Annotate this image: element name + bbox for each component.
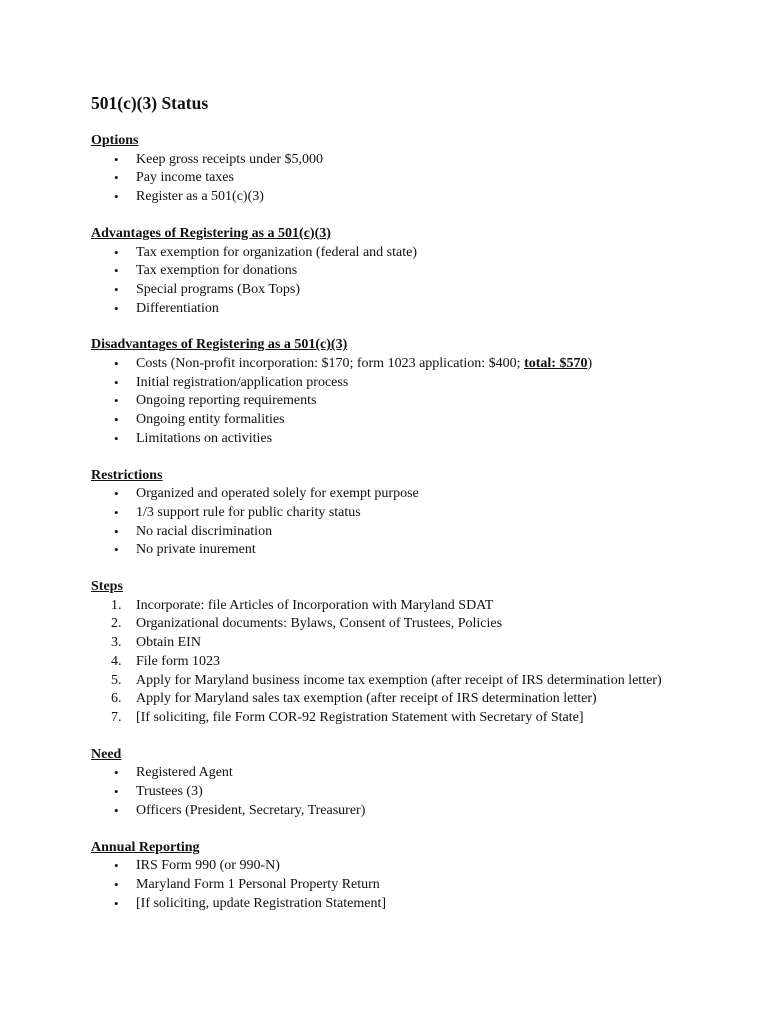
list-item: [91, 169, 711, 188]
section-heading-disadvantages: Disadvantages of Registering as a 501(c)(3): [91, 337, 348, 353]
list-item-text: Maryland Form 1 Personal Property Return: [136, 876, 380, 892]
list-item: [91, 857, 711, 876]
section-heading-advantages: Advantages of Registering as a 501(c)(3): [91, 225, 331, 241]
bullet-icon: •: [114, 412, 119, 428]
bullet-icon: •: [114, 356, 119, 372]
bullet-icon: •: [114, 374, 119, 390]
list-item-text: Officers (President, Secretary, Treasurer): [136, 802, 366, 818]
bullet-icon: •: [114, 189, 119, 205]
list-item-text: Apply for Maryland business income tax exemption (after receipt of IRS determination letter): [136, 672, 662, 688]
list-item-text: Organized and operated solely for exempt purpose: [136, 486, 419, 502]
list-item-text: Organizational documents: Bylaws, Consent of Trustees, Policies: [136, 616, 503, 632]
list-item: [91, 764, 711, 783]
bullet-icon: •: [114, 170, 119, 186]
options-list: [91, 151, 711, 207]
costs-text: Costs (Non-profit incorporation: $170; form 1023 application: $400;: [136, 356, 525, 372]
section-need: [91, 746, 711, 821]
list-item-text: Trustees (3): [136, 784, 203, 800]
section-heading-annual-reporting: Annual Reporting: [91, 839, 200, 855]
costs-total: total: $570: [524, 356, 588, 372]
list-item: [91, 244, 711, 263]
list-item-text: Initial registration/application process: [136, 374, 349, 390]
bullet-icon: •: [114, 263, 119, 279]
list-item: [91, 392, 711, 411]
list-item: [91, 411, 711, 430]
list-item: [91, 783, 711, 802]
section-heading-need: Need: [91, 746, 122, 762]
section-annual-reporting: [91, 839, 711, 914]
bullet-icon: •: [114, 244, 119, 260]
bullet-icon: •: [114, 542, 119, 558]
list-item-text: Ongoing entity formalities: [136, 412, 285, 428]
list-item-text: IRS Form 990 (or 990-N): [136, 858, 280, 874]
list-item-text: Register as a 501(c)(3): [136, 189, 264, 205]
list-item: [91, 802, 711, 821]
section-heading-steps: Steps: [91, 579, 123, 595]
list-item-text: Obtain EIN: [136, 635, 201, 651]
section-heading-restrictions: Restrictions: [91, 467, 163, 483]
list-item-text: Incorporate: file Articles of Incorporation with Maryland SDAT: [136, 597, 494, 613]
step-number: 5.: [111, 672, 122, 688]
list-item-text: Differentiation: [136, 300, 219, 316]
bullet-icon: •: [114, 486, 119, 502]
advantages-list: [91, 244, 711, 319]
list-item: [91, 634, 711, 653]
list-item-text: File form 1023: [136, 653, 220, 669]
list-item: [91, 895, 711, 914]
list-item-text: Limitations on activities: [136, 430, 273, 446]
section-disadvantages: [91, 336, 711, 448]
document-title: 501(c)(3) Status: [91, 93, 209, 113]
step-number: 4.: [111, 653, 122, 669]
list-item-text: 1/3 support rule for public charity status: [136, 504, 361, 520]
section-options: [91, 132, 711, 207]
list-item: [91, 188, 711, 207]
step-number: 7.: [111, 709, 122, 725]
restrictions-list: [91, 485, 711, 560]
bullet-icon: •: [114, 523, 119, 539]
list-item: [91, 690, 711, 709]
list-item: [91, 672, 711, 691]
step-number: 1.: [111, 597, 122, 613]
list-item: [91, 653, 711, 672]
list-item: [91, 281, 711, 300]
list-item: [91, 541, 711, 560]
list-item: [91, 876, 711, 895]
bullet-icon: •: [114, 151, 119, 167]
list-item: [91, 504, 711, 523]
bullet-icon: •: [114, 430, 119, 446]
list-item-text: Registered Agent: [136, 765, 233, 781]
bullet-icon: •: [114, 281, 119, 297]
bullet-icon: •: [114, 895, 119, 911]
costs-suffix: ): [587, 356, 593, 372]
list-item-text: Keep gross receipts under $5,000: [136, 151, 324, 167]
list-item: [91, 430, 711, 449]
list-item: [91, 615, 711, 634]
list-item: [91, 374, 711, 393]
list-item: [91, 300, 711, 319]
bullet-icon: •: [114, 858, 119, 874]
list-item-text: [If soliciting, update Registration Statement]: [136, 895, 386, 911]
annual-reporting-list: [91, 857, 711, 913]
list-item: [91, 523, 711, 542]
bullet-icon: •: [114, 504, 119, 520]
section-heading-options: Options: [91, 133, 139, 148]
steps-list: [91, 597, 711, 728]
list-item-text: No private inurement: [136, 542, 256, 558]
bullet-icon: •: [114, 784, 119, 800]
list-item-text: Tax exemption for organization (federal and state): [136, 244, 417, 260]
bullet-icon: •: [114, 802, 119, 818]
section-restrictions: [91, 467, 711, 561]
list-item-text: Pay income taxes: [136, 170, 234, 186]
list-item-text: Special programs (Box Tops): [136, 281, 301, 297]
list-item: [91, 709, 711, 728]
list-item-text: Ongoing reporting requirements: [136, 393, 317, 409]
step-number: 2.: [111, 616, 122, 632]
list-item-text: [If soliciting, file Form COR-92 Registration Statement with Secretary of State]: [136, 709, 584, 725]
step-number: 6.: [111, 691, 122, 707]
list-item: [91, 262, 711, 281]
list-item: [91, 597, 711, 616]
disadvantages-list: [91, 355, 711, 449]
bullet-icon: •: [114, 393, 119, 409]
list-item: [91, 355, 711, 374]
document-page: [91, 92, 711, 931]
list-item-text: No racial discrimination: [136, 523, 273, 539]
step-number: 3.: [111, 635, 122, 651]
bullet-icon: •: [114, 876, 119, 892]
list-item: [91, 151, 711, 170]
bullet-icon: •: [114, 765, 119, 781]
section-advantages: [91, 225, 711, 319]
section-steps: [91, 578, 711, 728]
list-item: [91, 485, 711, 504]
list-item-text: Apply for Maryland sales tax exemption (after receipt of IRS determination letter): [136, 691, 597, 707]
need-list: [91, 764, 711, 820]
bullet-icon: •: [114, 300, 119, 316]
list-item-text: Tax exemption for donations: [136, 263, 298, 279]
